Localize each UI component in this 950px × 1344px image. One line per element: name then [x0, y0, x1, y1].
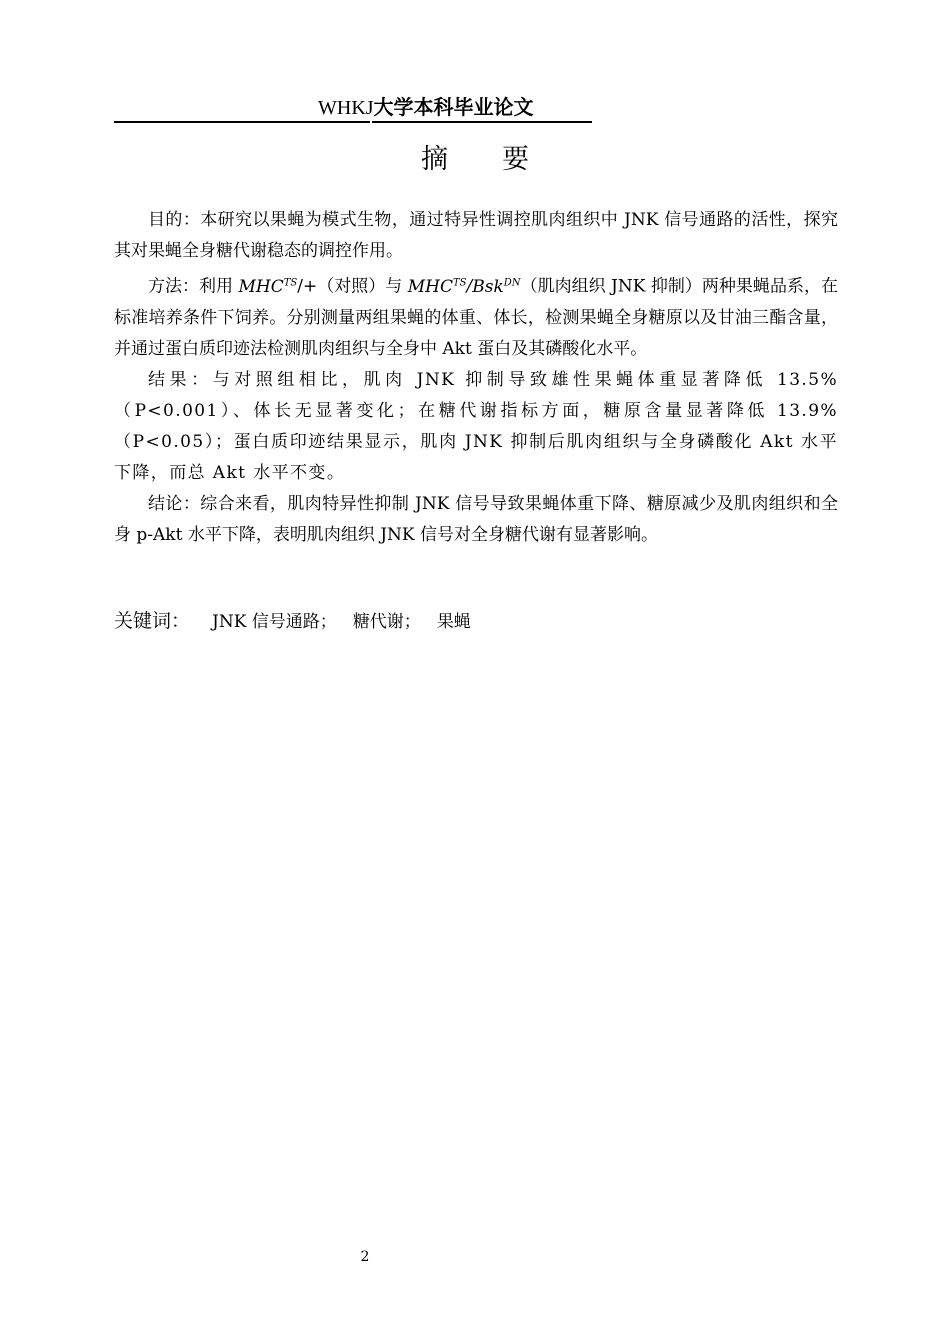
header-cjk: 大学本科毕业论文 [373, 95, 534, 119]
methods-slash: / [466, 276, 473, 297]
gene-bsk: Bsk [472, 276, 504, 297]
genotype-mhc-1 [238, 277, 297, 297]
header-rule-right [372, 121, 592, 123]
header-latin: WHKJ [318, 97, 374, 119]
methods-text-4: （肌肉组织 JNK 抑制）两种果蝇品系，在标准培养条件下饲养。分别测量两组果蝇的体重、体长，检测果蝇全身糖原以及甘油三酯含量，并通过蛋白质印迹法检测肌肉组织与全身中 Akt 蛋白及其磷酸化水平。 [114, 276, 838, 359]
methods-text-1: 方法：利用 [148, 276, 239, 297]
keyword-item: 果蝇 [436, 612, 471, 632]
gene-mhc-2: MHC [407, 276, 453, 297]
abstract-conclusion: 结论：综合来看，肌肉特异性抑制 JNK 信号导致果蝇体重下降、糖原减少及肌肉组织和全身 p-Akt 水平下降，表明肌肉组织 JNK 信号对全身糖代谢有显著影响。 [114, 493, 838, 545]
keywords-label: 关键词： [114, 610, 191, 632]
gene-mhc-1: MHC [238, 276, 284, 297]
sup-ts-2: TS [452, 277, 467, 288]
abstract-title: 摘要 [421, 144, 583, 175]
page-number: 2 [360, 1249, 370, 1265]
sup-ts-1: TS [283, 277, 298, 288]
keywords-line [114, 606, 487, 638]
methods-text-2: /+（对照）与 [297, 276, 408, 297]
sup-dn: DN [503, 277, 521, 288]
header-title [318, 94, 534, 121]
abstract-results: 结果：与对照组相比，肌肉 JNK 抑制导致雄性果蝇体重显著降低 13.5%（P<0.001）、体长无显著变化；在糖代谢指标方面，糖原含量显著降低 13.9%（P<0.05）；蛋白质印迹结果显示，肌肉 JNK 抑制后肌肉组织与全身磷酸化 Akt 水平下降，而总 Akt 水平不变。 [114, 369, 838, 483]
abstract-purpose: 目的：本研究以果蝇为模式生物，通过特异性调控肌肉组织中 JNK 信号通路的活性，探究其对果蝇全身糖代谢稳态的调控作用。 [114, 210, 838, 261]
running-header [114, 94, 592, 124]
keyword-item: 糖代谢； [352, 612, 421, 632]
keyword-item: JNK 信号通路； [212, 612, 337, 632]
abstract-methods [114, 267, 838, 365]
genotype-bsk [472, 277, 520, 297]
header-rule-left [114, 121, 370, 123]
abstract-body [114, 205, 838, 551]
genotype-mhc-2 [408, 277, 467, 297]
